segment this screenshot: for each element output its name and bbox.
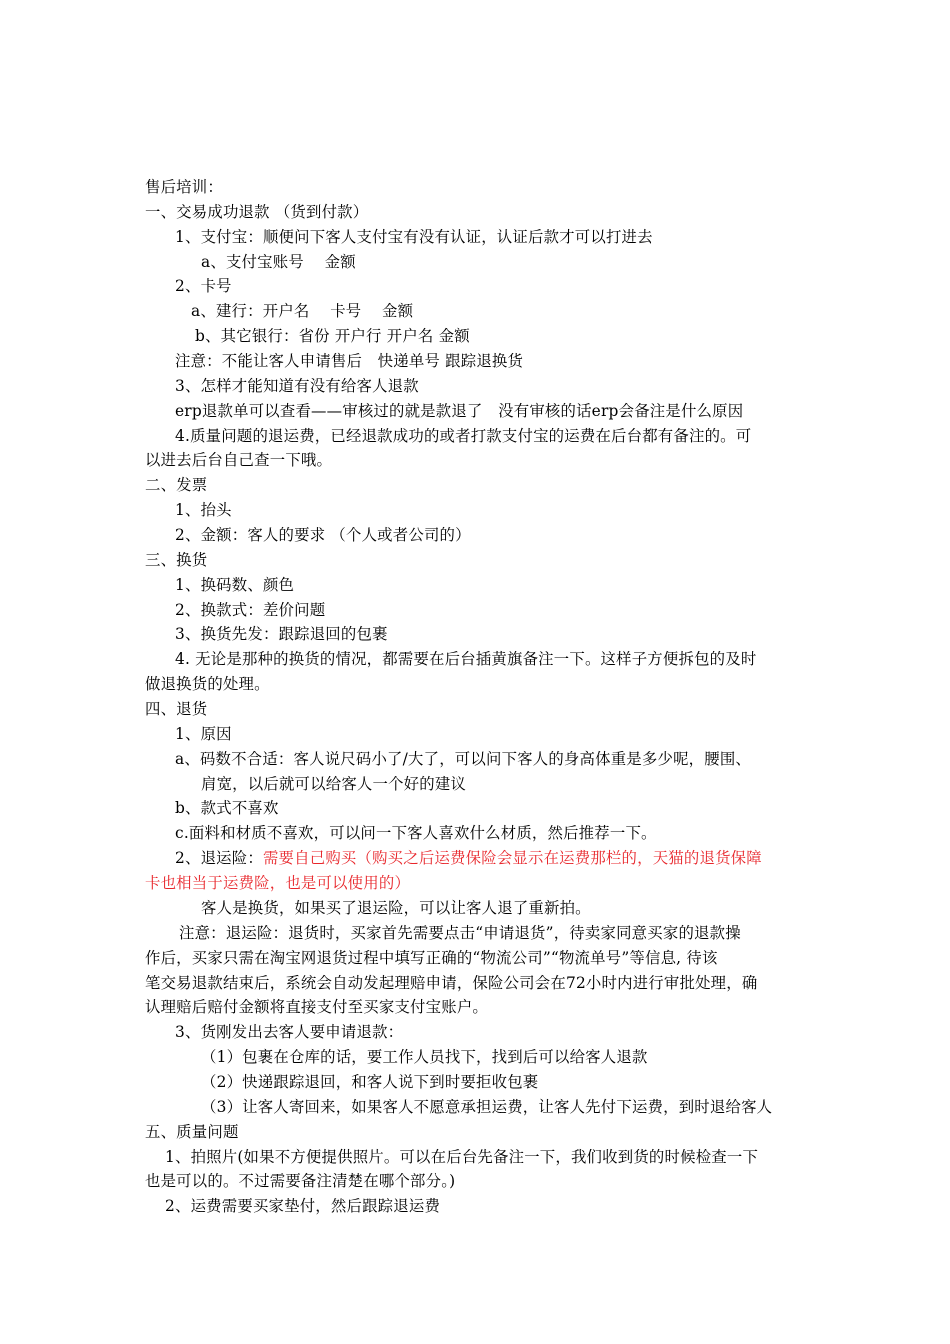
document-line [145,523,810,548]
document-line [145,995,810,1020]
document-line [145,374,810,399]
line-text: 认理赔后赔付金额将直接支付至买家支付宝账户。 [145,998,488,1017]
document-line [145,225,810,250]
line-text: 笔交易退款结束后，系统会自动发起理赔申请，保险公司会在72小时内进行审批处理，确 [145,973,758,992]
line-text: 2、换款式：差价问题 [175,600,326,619]
line-text: 做退换货的处理。 [145,675,270,694]
document-line [145,250,810,275]
document-line [145,399,810,424]
document-line [145,598,810,623]
line-text: 肩宽，以后就可以给客人一个好的建议 [201,774,467,793]
document-line [145,1020,810,1045]
line-text: 三、换货 [145,550,208,569]
line-text: 4. 无论是那种的换货的情况，都需要在后台插黄旗备注一下。这样子方便拆包的及时 [175,650,757,669]
document-line [145,622,810,647]
document-line [145,846,810,871]
line-text: erp退款单可以查看——审核过的就是款退了 没有审核的话erp会备注是什么原因 [175,401,744,420]
line-text: b、其它银行：省份 开户行 开户名 金额 [195,327,470,346]
line-text: 五、质量问题 [145,1122,239,1141]
document-line [145,1169,810,1194]
line-text: 1、原因 [175,724,232,743]
document-line [145,796,810,821]
line-text: 二、发票 [145,476,208,495]
document-line [145,1145,810,1170]
line-text: 2、退运险： [175,849,263,868]
line-text: 也是可以的。不过需要备注清楚在哪个部分。) [145,1172,456,1191]
document-line [145,1070,810,1095]
document-line [145,1120,810,1145]
line-text: 2、运费需要买家垫付，然后跟踪退运费 [165,1197,441,1216]
document-line [145,1095,810,1120]
document-line [145,747,810,772]
document-line [145,821,810,846]
document-line [145,1194,810,1219]
line-text: 客人是换货，如果买了退运险，可以让客人退了重新拍。 [201,898,591,917]
document-line [145,349,810,374]
highlighted-text: 卡也相当于运费险，也是可以使用的） [145,874,411,893]
highlighted-text: 需要自己购买（购买之后运费保险会显示在运费那栏的，天猫的退货保障 [262,849,762,868]
document-line [145,647,810,672]
document-line [145,299,810,324]
line-text: 售后培训： [145,178,223,196]
document-line [145,573,810,598]
line-text: b、款式不喜欢 [175,799,279,818]
line-text: a、支付宝账号 金额 [201,252,356,271]
document-line [145,498,810,523]
line-text: a、建行：开户名 卡号 金额 [191,302,414,321]
line-text: 注意：退运险：退货时，买家首先需要点击“申请退货”，待卖家同意买家的退款操 [179,923,741,942]
document-line [145,274,810,299]
line-text: a、码数不合适：客人说尺码小了/大了，可以问下客人的身高体重是多少呢，腰围、 [175,749,752,768]
document-line [145,697,810,722]
document-line [145,200,810,225]
document-line [145,424,810,449]
document-line [145,772,810,797]
line-text: 1、抬头 [175,501,232,520]
line-text: （2）快递跟踪退回，和客人说下到时要拒收包裹 [201,1072,539,1091]
line-text: 四、退货 [145,700,208,719]
line-text: 作后，买家只需在淘宝网退货过程中填写正确的“物流公司”“物流单号”等信息, 待该 [145,948,718,967]
line-text: 3、换货先发：跟踪退回的包裹 [175,625,388,644]
line-text: 1、换码数、颜色 [175,575,295,594]
document-line [145,921,810,946]
line-text: （3）让客人寄回来，如果客人不愿意承担运费，让客人先付下运费，到时退给客人 [201,1097,773,1116]
document-line [145,1045,810,1070]
document-line [145,896,810,921]
line-text: 注意：不能让客人申请售后 快递单号 跟踪退换货 [175,352,524,371]
line-text: 1、支付宝：顺便问下客人支付宝有没有认证，认证后款才可以打进去 [175,227,653,246]
line-text: 3、怎样才能知道有没有给客人退款 [175,376,419,395]
line-text: 3、货刚发出去客人要申请退款： [175,1023,404,1042]
line-text: 4.质量问题的退运费，已经退款成功的或者打款支付宝的运费在后台都有备注的。可 [175,426,752,445]
document-body [145,175,810,1219]
line-text: 2、卡号 [175,277,232,296]
document-line [145,871,810,896]
document-line [145,946,810,971]
document-line [145,548,810,573]
line-text: 一、交易成功退款 （货到付款） [145,202,369,221]
document-line [145,473,810,498]
document-line [145,175,810,200]
document-line [145,324,810,349]
line-text: （1）包裹在仓库的话，要工作人员找下，找到后可以给客人退款 [201,1048,648,1067]
line-text: c.面料和材质不喜欢，可以问一下客人喜欢什么材质，然后推荐一下。 [175,824,657,843]
document-line [145,722,810,747]
document-line [145,672,810,697]
line-text: 以进去后台自己查一下哦。 [145,451,333,470]
line-text: 1、拍照片(如果不方便提供照片。可以在后台先备注一下，我们收到货的时候检查一下 [165,1147,759,1166]
line-text: 2、金额：客人的要求 （个人或者公司的） [175,526,471,545]
document-line [145,448,810,473]
document-line [145,971,810,996]
